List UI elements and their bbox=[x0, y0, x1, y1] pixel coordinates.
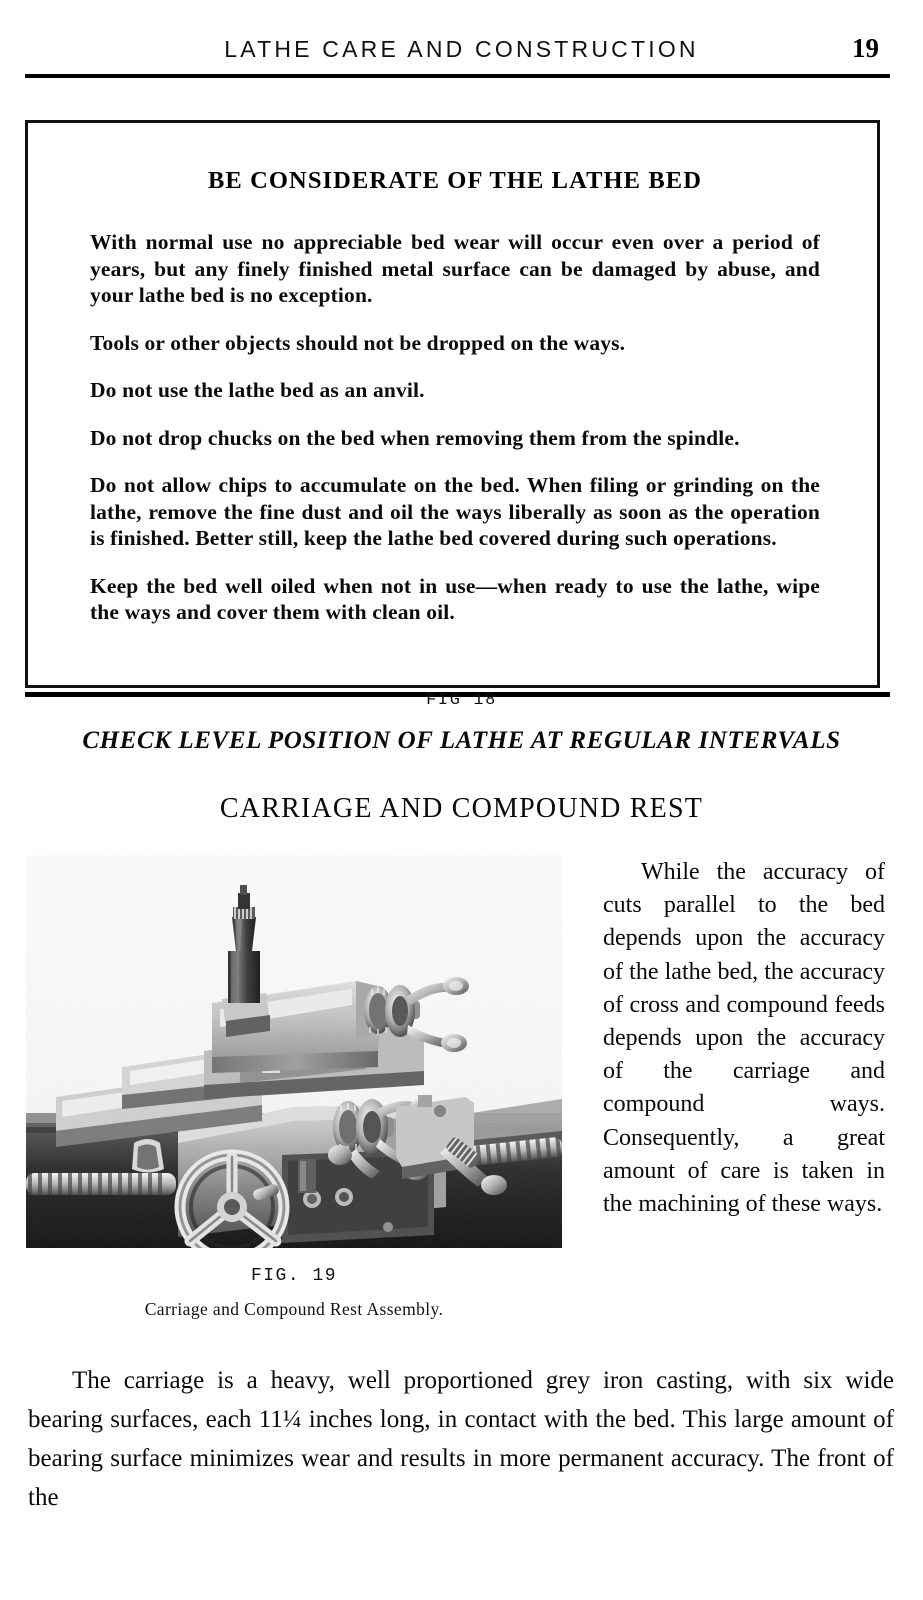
callout-box bbox=[25, 120, 880, 688]
figure-19-number: FIG. 19 bbox=[250, 1266, 338, 1286]
callout-paragraph: Do not drop chucks on the bed when removing them from the spindle. bbox=[90, 425, 740, 450]
callout-content bbox=[90, 167, 820, 626]
figure-18-caption: CHECK LEVEL POSITION OF LATHE AT REGULAR INTERVALS bbox=[82, 727, 841, 754]
callout-paragraph: Tools or other objects should not be dropped on the ways. bbox=[90, 330, 626, 355]
callout-paragraph: With normal use no appreciable bed wear will occur even over a period of years, but any finely finished metal surface can be damaged by abuse, and your lathe bed is no exception. bbox=[90, 230, 820, 307]
callout-title: BE CONSIDERATE OF THE LATHE BED bbox=[207, 167, 703, 194]
callout-paragraph: Do not allow chips to accumulate on the bed. When filing or grinding on the lathe, remove the fine dust and oil the ways liberally as soon as the operation is finished. Better still, keep the lathe bed covered during such operations. bbox=[90, 473, 820, 550]
callout-paragraph: Do not use the lathe bed as an anvil. bbox=[90, 378, 425, 402]
right-column-paragraph: While the accuracy of cuts parallel to the bed depends upon the accuracy of the lathe bed, the accuracy of cross and compound feeds depends upon the accuracy of the carriage and compound ways. Consequently, a great amount of care is taken in the machining of these ways. bbox=[603, 859, 885, 1218]
page-title: LATHE CARE AND CONSTRUCTION bbox=[224, 36, 699, 62]
bottom-paragraph: The carriage is a heavy, well proportioned grey iron casting, with six wide bearing surfaces, each 11¼ inches long, in contact with the bed. This large amount of bearing surface minimizes wear and results in more permanent accuracy. The front of the bbox=[28, 1367, 894, 1511]
callout-paragraph: Keep the bed well oiled when not in use—when ready to use the lathe, wipe the ways and cover them with clean oil. bbox=[90, 573, 820, 624]
header-divider bbox=[25, 74, 890, 78]
right-column-text bbox=[603, 856, 885, 1221]
figure-19 bbox=[26, 855, 562, 1320]
page-number: 19 bbox=[852, 33, 879, 63]
running-head bbox=[0, 33, 923, 70]
figure-19-caption: Carriage and Compound Rest Assembly. bbox=[144, 1299, 444, 1319]
figure-18-number: FIG 18 bbox=[426, 691, 497, 710]
section-heading: CARRIAGE AND COMPOUND REST bbox=[219, 793, 704, 824]
bottom-paragraph-block bbox=[28, 1361, 894, 1517]
lathe-carriage-photo bbox=[26, 855, 562, 1248]
